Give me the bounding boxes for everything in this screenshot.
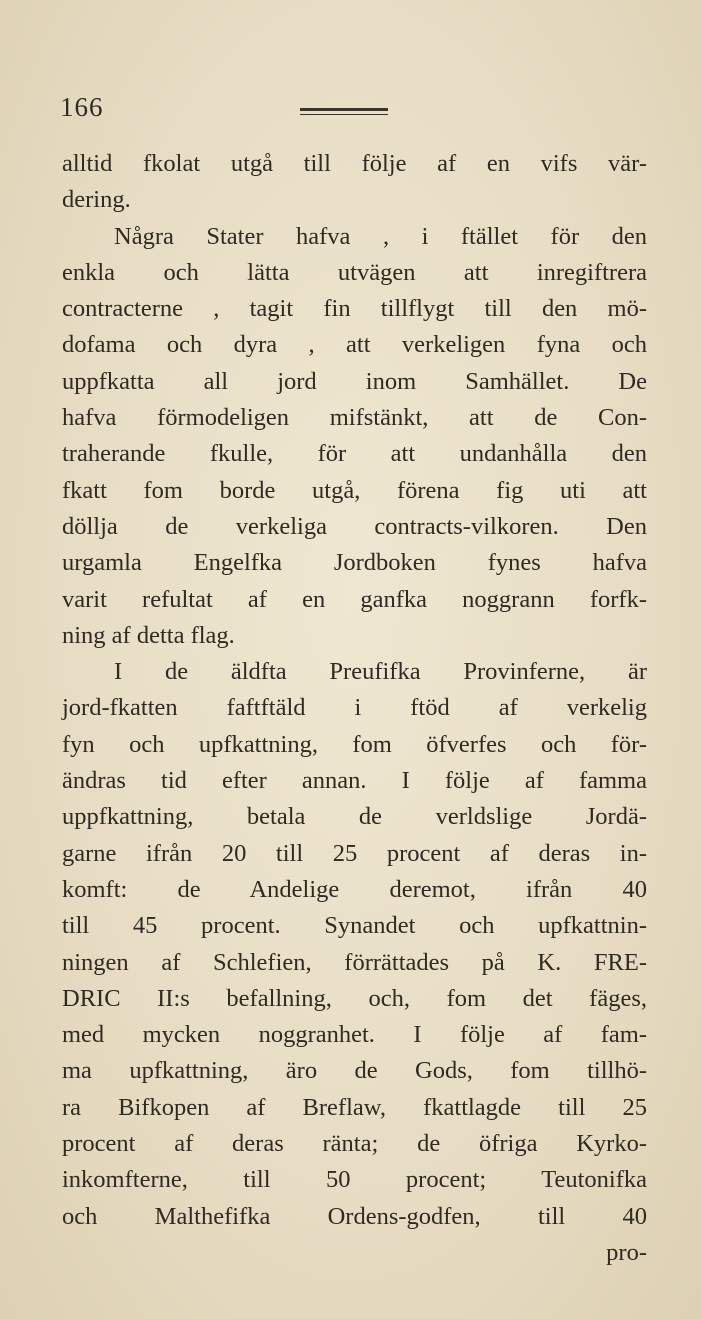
- text-line: garne ifrån 20 till 25 procent af deras in-: [62, 839, 647, 867]
- text-line: ma upfkattning, äro de Gods, fom tillhö-: [62, 1057, 647, 1085]
- text-line: ra Bifkopen af Breflaw, fkattlagde till 25: [62, 1093, 647, 1121]
- text-line: uppfkatta all jord inom Samhället. De: [62, 367, 647, 395]
- text-line: traherande fkulle, för att undanhålla den: [62, 440, 647, 468]
- text-line: varit refultat af en ganfka noggrann forfk-: [62, 585, 647, 613]
- text-line: jord-fkatten faftftäld i ftöd af verkelig: [62, 694, 647, 722]
- body-text: [62, 146, 647, 1271]
- text-line: till 45 procent. Synandet och upfkattnin-: [62, 912, 647, 940]
- paragraph-start-line: I de äldfta Preufifka Provinferne, är: [114, 658, 647, 686]
- catchword: pro-: [606, 1238, 647, 1266]
- header-ornament-rule: [300, 108, 388, 111]
- text-line: fkatt fom borde utgå, förena fig uti att: [62, 476, 647, 504]
- text-line: hafva förmodeligen mifstänkt, att de Con-: [62, 404, 647, 432]
- page-number: 166: [60, 92, 104, 122]
- paragraph-start-line: Några Stater hafva , i ftället för den: [114, 222, 647, 250]
- text-line: fyn och upfkattning, fom öfverfes och för-: [62, 730, 647, 758]
- text-line: komft: de Andelige deremot, ifrån 40: [62, 875, 647, 903]
- text-line: contracterne , tagit fin tillflygt till den mö-: [62, 295, 647, 323]
- text-line: med mycken noggranhet. I följe af fam-: [62, 1021, 647, 1049]
- text-line: döllja de verkeliga contracts-vilkoren. Den: [62, 512, 647, 540]
- page-header: [60, 92, 640, 132]
- text-line: procent af deras ränta; de öfriga Kyrko-: [62, 1130, 647, 1158]
- text-line: ningen af Schlefien, förrättades på K. FRE-: [62, 948, 647, 976]
- text-line: alltid fkolat utgå till följe af en vifs vär-: [62, 150, 647, 177]
- text-line: dofama och dyra , att verkeligen fyna och: [62, 331, 647, 359]
- text-line: urgamla Engelfka Jordboken fynes hafva: [62, 549, 647, 577]
- text-line: ändras tid efter annan. I följe af famma: [62, 767, 647, 795]
- text-line: ning af detta flag.: [62, 621, 235, 649]
- text-line: DRIC II:s befallning, och, fom det fäges,: [62, 984, 647, 1012]
- text-line: och Malthefifka Ordens-godfen, till 40: [62, 1202, 647, 1230]
- text-line: inkomfterne, till 50 procent; Teutonifka: [62, 1166, 647, 1194]
- text-line: enkla och lätta utvägen att inregiftrera: [62, 258, 647, 286]
- text-line: dering.: [62, 186, 131, 214]
- text-line: uppfkattning, betala de verldslige Jordä-: [62, 803, 647, 831]
